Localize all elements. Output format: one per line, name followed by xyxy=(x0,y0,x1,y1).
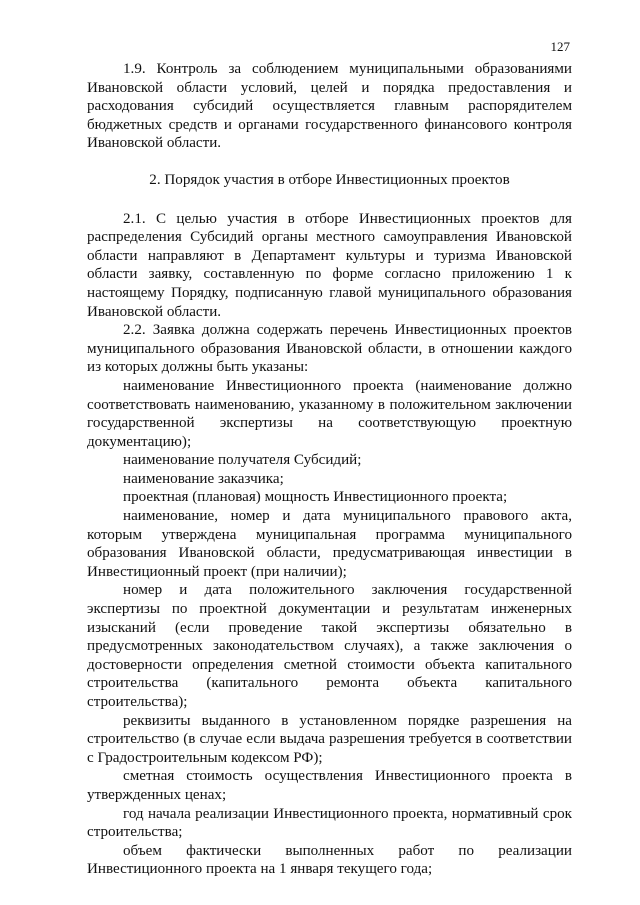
section-2-title: 2. Порядок участия в отборе Инвестиционных проектов xyxy=(149,171,510,188)
paragraph-1-9: 1.9. Контроль за соблюдением муниципальными образованиями Ивановской области условий, целей и порядка предоставления и расходования субсидий осуществляется главным распорядителем бюджетных средств и органами государственного финансового контроля Ивановской области. xyxy=(87,61,572,152)
list-item-legal-act: наименование, номер и дата муниципального правового акта, которым утверждена муниципальная программа муниципального образования Ивановской области, предусматривающая инвестиции в Инвестиционный проект (при наличии); xyxy=(87,508,572,580)
list-item-capacity: проектная (плановая) мощность Инвестиционного проекта; xyxy=(123,489,508,506)
list-item-estimated-cost: сметная стоимость осуществления Инвестиционного проекта в утвержденных ценах; xyxy=(87,768,572,803)
body-text xyxy=(87,60,572,879)
list-item-recipient: наименование получателя Субсидий; xyxy=(123,452,362,469)
paragraph-2-2: 2.2. Заявка должна содержать перечень Инвестиционных проектов муниципального образования Ивановской области, в отношении каждого из которых должны быть указаны: xyxy=(87,322,572,376)
list-item-work-volume: объем фактически выполненных работ по реализации Инвестиционного проекта на 1 января текущего года; xyxy=(87,842,572,878)
list-item-customer: наименование заказчика; xyxy=(123,470,284,487)
list-item-permit: реквизиты выданного в установленном порядке разрешения на строительство (в случае если выдача разрешения требуется в соответствии с Градостроительным кодексом РФ); xyxy=(87,712,572,766)
paragraph-2-1: 2.1. С целью участия в отборе Инвестиционных проектов для распределения Субсидий органы местного самоуправления Ивановской области направляют в Департамент культуры и туризма Ивановской области заявку, составленную по форме согласно приложению 1 к настоящему Порядку, подписанную главой муниципального образования Ивановской области. xyxy=(87,210,572,320)
page-number: 127 xyxy=(550,39,570,54)
list-item-expertise: номер и дата положительного заключения государственной экспертизы по проектной документации и результатам инженерных изысканий (если проведение такой экспертизы обязательно в предусмотренных законодательством случаях), а также заключения о достоверности определения сметной стоимости объекта капитального строительства (капитального ремонта объекта капитального строительства); xyxy=(87,582,572,710)
list-item-start-year: год начала реализации Инвестиционного проекта, нормативный срок строительства; xyxy=(87,805,572,841)
list-item-project-name: наименование Инвестиционного проекта (наименование должно соответствовать наименованию, указанному в положительном заключении государственной экспертизы на соответствующую проектную документацию); xyxy=(87,377,572,450)
